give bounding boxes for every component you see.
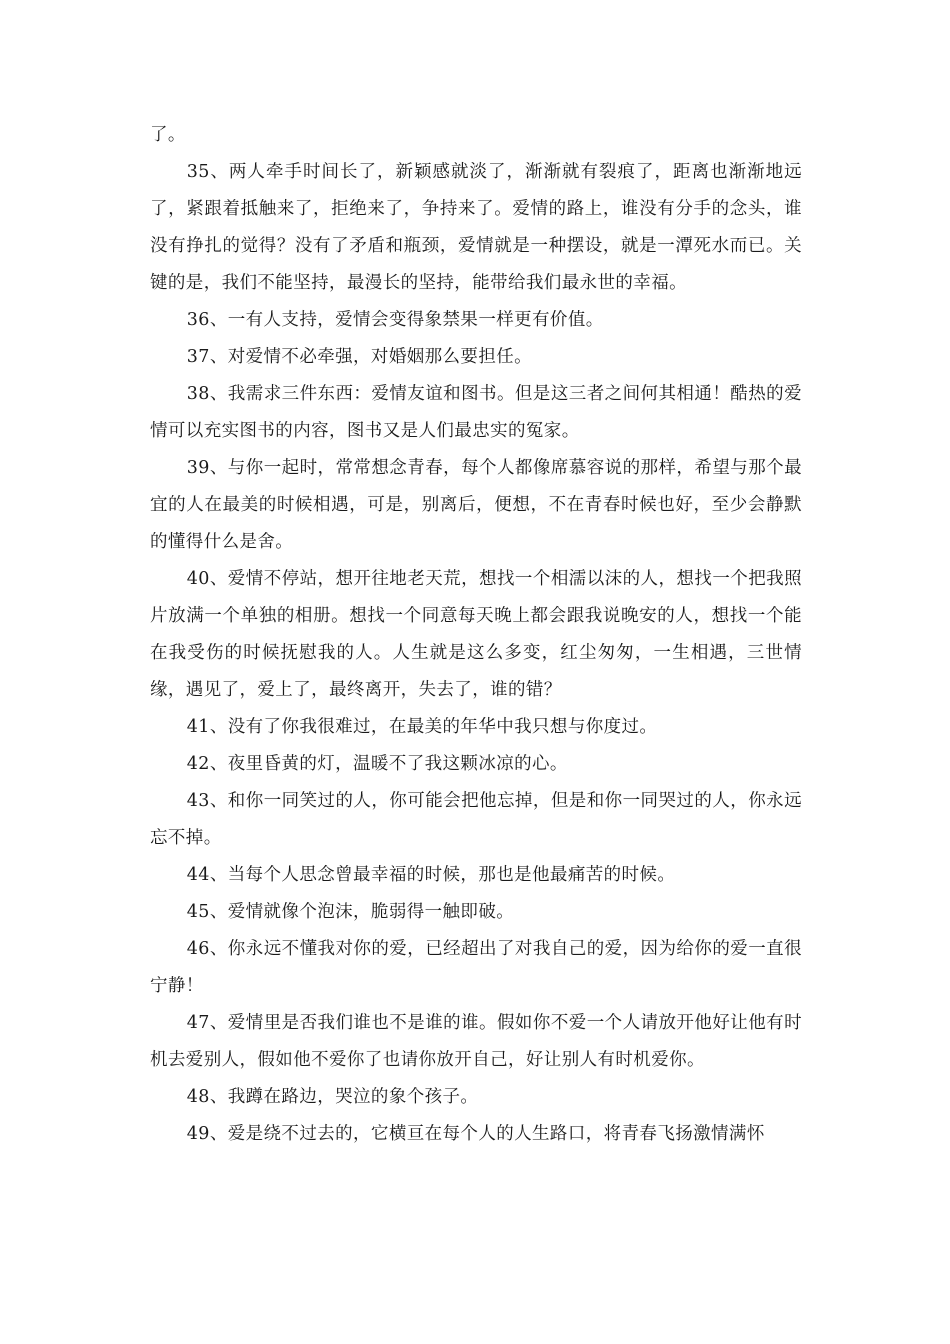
paragraph-39: 39、与你一起时，常常想念青春，每个人都像席慕容说的那样，希望与那个最宜的人在最美的时候相遇，可是，别离后，便想，不在青春时候也好，至少会静默的懂得什么是舍。: [150, 458, 802, 552]
document-page: [150, 117, 802, 1153]
paragraph-46: 46、你永远不懂我对你的爱，已经超出了对我自己的爱，因为给你的爱一直很宁静！: [150, 939, 802, 996]
paragraph-36: 36、一有人支持，爱情会变得象禁果一样更有价值。: [186, 310, 604, 330]
paragraph-48: 48、我蹲在路边，哭泣的象个孩子。: [186, 1087, 479, 1107]
paragraph-49: 49、爱是绕不过去的，它横亘在每个人的人生路口，将青春飞扬激情满怀: [186, 1124, 765, 1144]
paragraph-38: 38、我需求三件东西：爱情友谊和图书。但是这三者之间何其相通！酷热的爱情可以充实图书的内容，图书又是人们最忠实的冤家。: [150, 384, 802, 441]
paragraph-41: 41、没有了你我很难过，在最美的年华中我只想与你度过。: [186, 717, 658, 737]
paragraph-45: 45、爱情就像个泡沫，脆弱得一触即破。: [186, 902, 515, 922]
paragraph-42: 42、夜里昏黄的灯，温暖不了我这颗冰凉的心。: [186, 754, 568, 774]
paragraph-44: 44、当每个人思念曾最幸福的时候，那也是他最痛苦的时候。: [186, 865, 676, 885]
paragraph-47: 47、爱情里是否我们谁也不是谁的谁。假如你不爱一个人请放开他好让他有时机去爱别人，假如他不爱你了也请你放开自己，好让别人有时机爱你。: [150, 1013, 802, 1070]
paragraph-continuation: 了。: [150, 125, 186, 145]
paragraph-35: 35、两人牵手时间长了，新颖感就淡了，渐渐就有裂痕了，距离也渐渐地远了，紧跟着抵触来了，拒绝来了，争持来了。爱情的路上，谁没有分手的念头，谁没有挣扎的觉得？没有了矛盾和瓶颈，爱情就是一种摆设，就是一潭死水而已。关键的是，我们不能坚持，最漫长的坚持，能带给我们最永世的幸福。: [150, 162, 802, 293]
paragraph-40: 40、爱情不停站，想开往地老天荒，想找一个相濡以沫的人，想找一个把我照片放满一个单独的相册。想找一个同意每天晚上都会跟我说晚安的人，想找一个能在我受伤的时候抚慰我的人。人生就是这么多变，红尘匆匆，一生相遇，三世情缘，遇见了，爱上了，最终离开，失去了，谁的错？: [150, 569, 802, 700]
paragraph-43: 43、和你一同笑过的人，你可能会把他忘掉，但是和你一同哭过的人，你永远忘不掉。: [150, 791, 802, 848]
paragraph-37: 37、对爱情不必牵强，对婚姻那么要担任。: [186, 347, 533, 367]
